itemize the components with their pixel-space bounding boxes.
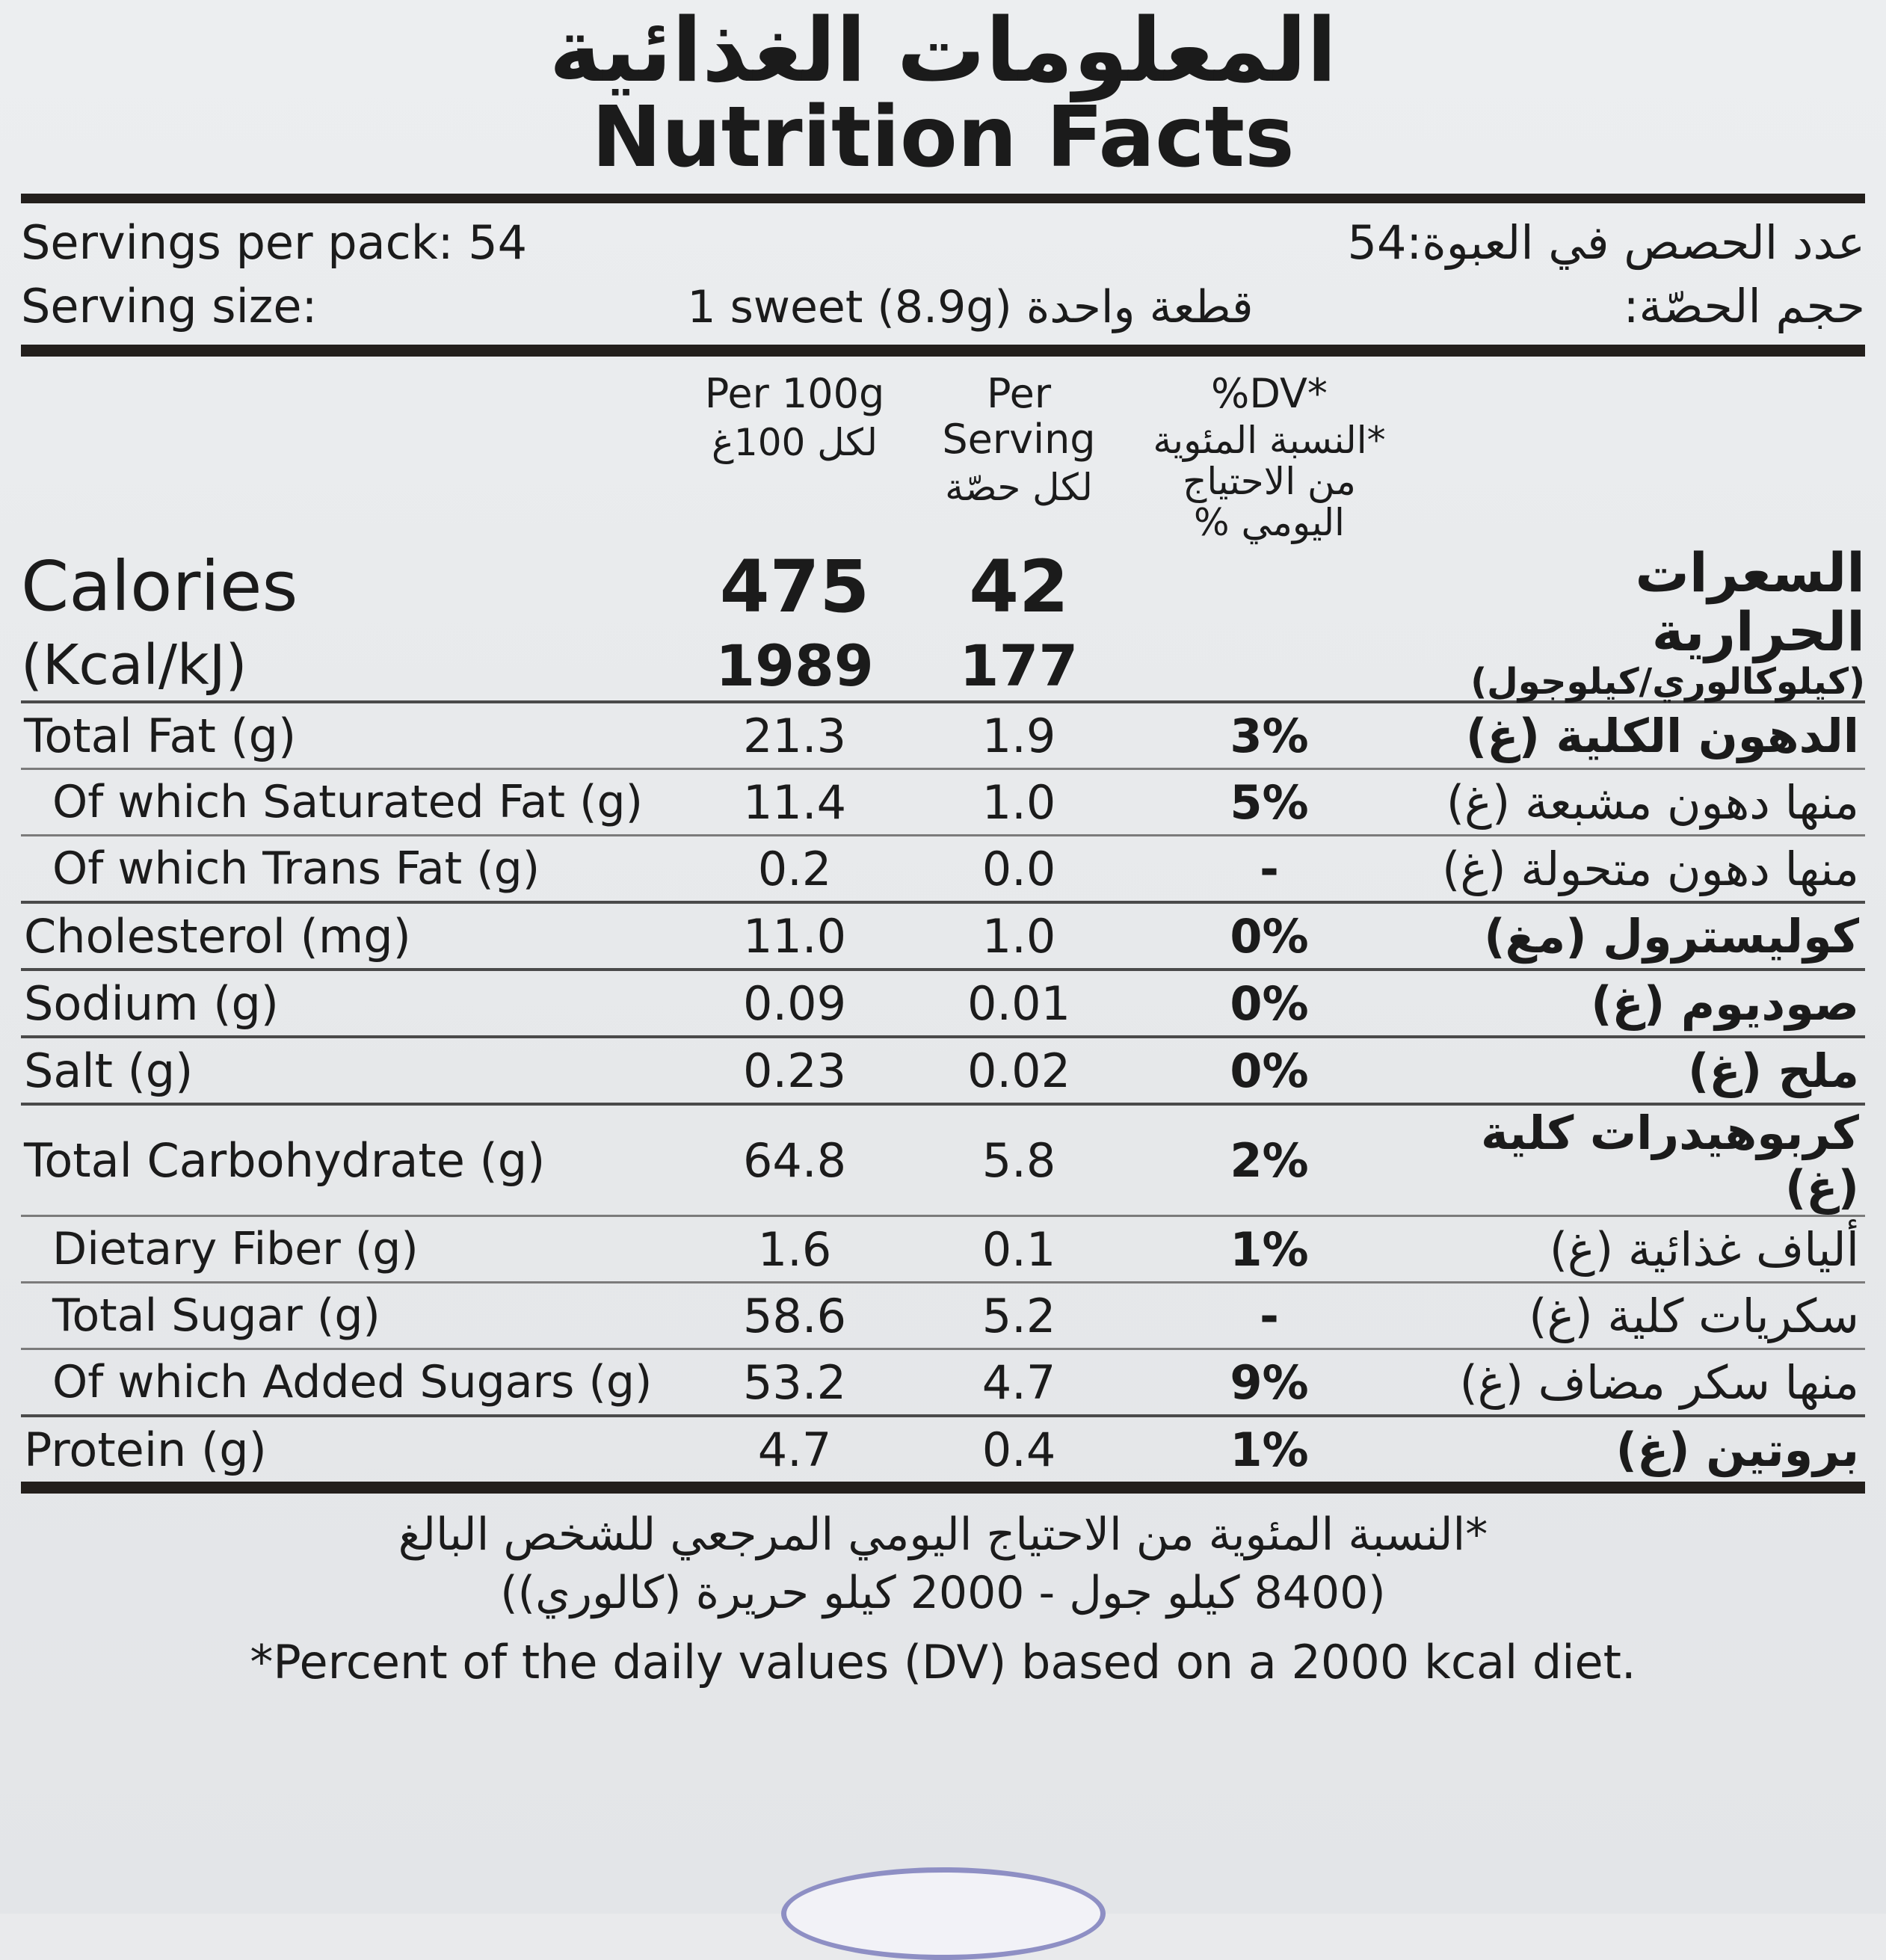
row-per-serving: 0.02 bbox=[910, 1037, 1127, 1104]
footnote-ar-line2: (8400 كيلو جول - 2000 كيلو حريرة (كالوري)) bbox=[500, 1567, 1386, 1620]
row-per-100g: 0.09 bbox=[679, 970, 910, 1037]
servings-divider bbox=[21, 345, 1865, 357]
row-name-ar: كوليسترول (مغ) bbox=[1411, 902, 1865, 970]
row-per-serving: 4.7 bbox=[910, 1349, 1127, 1417]
table-row bbox=[21, 902, 1865, 970]
row-name-en: Protein (g) bbox=[21, 1416, 679, 1482]
table-row bbox=[21, 970, 1865, 1037]
header-dv bbox=[1127, 357, 1411, 543]
row-name-ar: صوديوم (غ) bbox=[1411, 970, 1865, 1037]
row-name-ar: منها سكر مضاف (غ) bbox=[1411, 1349, 1865, 1417]
table-row bbox=[21, 1104, 1865, 1216]
calories-unit-en: (Kcal/kJ) bbox=[21, 632, 247, 697]
row-per-100g: 0.23 bbox=[679, 1037, 910, 1104]
row-dv: 1% bbox=[1127, 1216, 1411, 1283]
row-name-en: Of which Saturated Fat (g) bbox=[21, 769, 679, 836]
row-name-en: Total Fat (g) bbox=[21, 702, 679, 769]
row-name-ar: كربوهيدرات كلية (غ) bbox=[1411, 1104, 1865, 1216]
calories-dv-spacer-2 bbox=[1127, 631, 1411, 702]
row-dv: - bbox=[1127, 1283, 1411, 1349]
header-per-100g-ar: لكل 100غ bbox=[712, 420, 878, 464]
row-name-ar: الدهون الكلية (غ) bbox=[1411, 702, 1865, 769]
header-per-100g-en: Per 100g bbox=[704, 370, 885, 418]
title-english: Nutrition Facts bbox=[591, 88, 1295, 186]
servings-section bbox=[21, 203, 1865, 345]
row-name-ar: ألياف غذائية (غ) bbox=[1411, 1216, 1865, 1283]
row-per-100g: 21.3 bbox=[679, 702, 910, 769]
serving-size-value: 1 sweet (8.9g) قطعة واحدة bbox=[687, 281, 1254, 334]
row-dv: 5% bbox=[1127, 769, 1411, 836]
calories-dv-spacer bbox=[1127, 543, 1411, 631]
header-dv-ar: *النسبة المئوية من الاحتياج اليومي % bbox=[1153, 418, 1386, 544]
row-dv: 3% bbox=[1127, 702, 1411, 769]
row-dv: 0% bbox=[1127, 970, 1411, 1037]
packaging-arc-decoration bbox=[781, 1867, 1106, 1960]
nutrition-table bbox=[21, 357, 1865, 1482]
serving-size-row bbox=[21, 274, 1865, 339]
table-row bbox=[21, 1216, 1865, 1283]
table-row bbox=[21, 1349, 1865, 1417]
table-bottom-divider bbox=[21, 1482, 1865, 1494]
row-per-100g: 58.6 bbox=[679, 1283, 910, 1349]
label-header bbox=[21, 0, 1865, 186]
row-name-en: Sodium (g) bbox=[21, 970, 679, 1037]
footnote-en: *Percent of the daily values (DV) based on a 2000 kcal diet. bbox=[250, 1635, 1636, 1690]
row-per-100g: 53.2 bbox=[679, 1349, 910, 1417]
calories-kj-per-100g: 1989 bbox=[715, 632, 874, 699]
calories-unit-ar: (كيلوكالوري/كيلوجول) bbox=[1470, 661, 1865, 703]
header-per-serving-ar: لكل حصّة bbox=[945, 466, 1093, 510]
header-divider bbox=[21, 194, 1865, 203]
servings-per-pack-en: Servings per pack: 54 bbox=[21, 215, 528, 270]
row-name-ar: منها دهون متحولة (غ) bbox=[1411, 836, 1865, 903]
table-row bbox=[21, 836, 1865, 903]
row-per-serving: 0.1 bbox=[910, 1216, 1127, 1283]
row-name-en: Cholesterol (mg) bbox=[21, 902, 679, 970]
row-per-100g: 4.7 bbox=[679, 1416, 910, 1482]
header-per-serving-en: Per Serving bbox=[942, 370, 1096, 463]
row-dv: 1% bbox=[1127, 1416, 1411, 1482]
footnote-ar-line1: *النسبة المئوية من الاحتياج اليومي المرجعي للشخص البالغ bbox=[398, 1508, 1488, 1562]
row-name-en: Total Sugar (g) bbox=[21, 1283, 679, 1349]
table-header-row bbox=[21, 357, 1865, 543]
title-arabic: المعلومات الغذائية bbox=[549, 0, 1337, 102]
row-per-serving: 5.8 bbox=[910, 1104, 1127, 1216]
calories-row-kcal bbox=[21, 543, 1865, 631]
row-dv: 0% bbox=[1127, 902, 1411, 970]
table-row bbox=[21, 1037, 1865, 1104]
footnotes-section bbox=[21, 1494, 1865, 1693]
row-per-serving: 0.01 bbox=[910, 970, 1127, 1037]
calories-kj-per-serving: 177 bbox=[959, 632, 1079, 699]
serving-size-label-ar: حجم الحصّة: bbox=[1623, 279, 1865, 334]
row-name-en: Salt (g) bbox=[21, 1037, 679, 1104]
calories-label-ar-block bbox=[1411, 540, 1865, 703]
row-name-en: Of which Added Sugars (g) bbox=[21, 1349, 679, 1417]
row-per-serving: 0.4 bbox=[910, 1416, 1127, 1482]
row-per-100g: 11.4 bbox=[679, 769, 910, 836]
header-dv-en: %DV* bbox=[1211, 370, 1328, 418]
row-dv: 0% bbox=[1127, 1037, 1411, 1104]
row-per-serving: 5.2 bbox=[910, 1283, 1127, 1349]
calories-label-en: Calories bbox=[21, 546, 298, 627]
row-dv: - bbox=[1127, 836, 1411, 903]
row-per-serving: 1.0 bbox=[910, 769, 1127, 836]
header-arabic-col bbox=[1411, 357, 1865, 543]
servings-per-pack-ar: عدد الحصص في العبوة:54 bbox=[1347, 215, 1865, 270]
table-row bbox=[21, 1283, 1865, 1349]
row-dv: 2% bbox=[1127, 1104, 1411, 1216]
row-name-en: Of which Trans Fat (g) bbox=[21, 836, 679, 903]
calories-label-ar: السعرات الحرارية bbox=[1635, 540, 1865, 663]
serving-size-label-en: Serving size: bbox=[21, 279, 318, 334]
header-per-100g bbox=[679, 357, 910, 543]
header-nutrient-cell bbox=[21, 357, 679, 543]
row-name-en: Total Carbohydrate (g) bbox=[21, 1104, 679, 1216]
row-name-ar: منها دهون مشبعة (غ) bbox=[1411, 769, 1865, 836]
row-per-100g: 64.8 bbox=[679, 1104, 910, 1216]
row-per-100g: 0.2 bbox=[679, 836, 910, 903]
table-row bbox=[21, 1416, 1865, 1482]
table-row bbox=[21, 769, 1865, 836]
row-name-en: Dietary Fiber (g) bbox=[21, 1216, 679, 1283]
row-name-ar: ملح (غ) bbox=[1411, 1037, 1865, 1104]
table-row bbox=[21, 702, 1865, 769]
calories-kcal-per-100g: 475 bbox=[719, 545, 870, 629]
servings-per-pack-row bbox=[21, 211, 1865, 275]
row-per-serving: 1.0 bbox=[910, 902, 1127, 970]
row-per-100g: 11.0 bbox=[679, 902, 910, 970]
row-dv: 9% bbox=[1127, 1349, 1411, 1417]
header-per-serving bbox=[910, 357, 1127, 543]
row-name-ar: بروتين (غ) bbox=[1411, 1416, 1865, 1482]
calories-kcal-per-serving: 42 bbox=[969, 545, 1069, 629]
row-per-serving: 1.9 bbox=[910, 702, 1127, 769]
row-per-100g: 1.6 bbox=[679, 1216, 910, 1283]
row-name-ar: سكريات كلية (غ) bbox=[1411, 1283, 1865, 1349]
row-per-serving: 0.0 bbox=[910, 836, 1127, 903]
